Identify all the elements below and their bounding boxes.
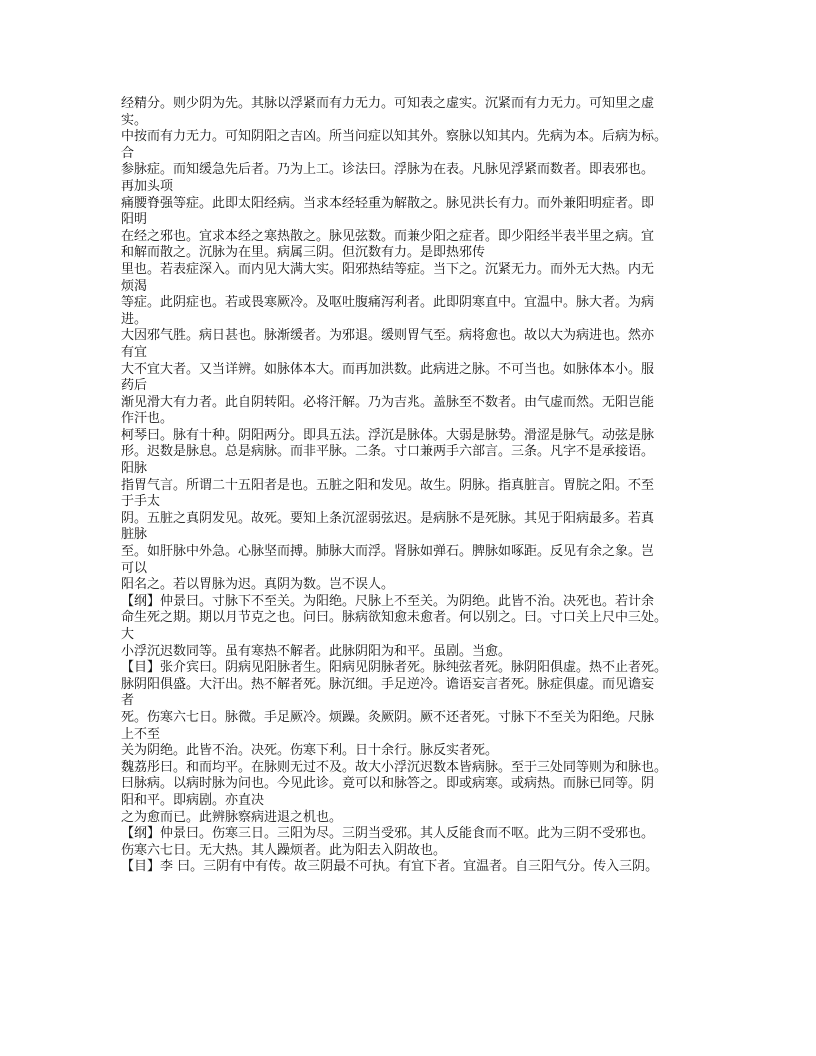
text-line: 形。迟数是脉息。总是病脉。而非平脉。二条。寸口兼两手六部言。三条。凡字不是承接语。 — [121, 444, 655, 460]
text-line: 【目】张介宾曰。阴病见阳脉者生。阳病见阴脉者死。脉纯弦者死。脉阴阳俱虚。热不止者死。 — [121, 660, 668, 676]
text-line: 合 — [121, 145, 135, 161]
text-line: 大因邪气胜。病日甚也。脉渐缓者。为邪退。缓则胃气至。病将愈也。故以大为病进也。然亦 — [121, 328, 655, 344]
text-line: 阴。五脏之真阴发见。故死。要知上条沉涩弱弦迟。是病脉不是死脉。其见于阳病最多。若真 — [121, 510, 655, 526]
text-line: 者 — [121, 693, 135, 709]
text-line: 之为愈而已。此辨脉察病进退之机也。 — [121, 809, 343, 825]
text-line: 烦渴 — [121, 278, 148, 294]
text-line: 参脉症。而知缓急先后者。乃为上工。诊法曰。浮脉为在表。凡脉见浮紧而数者。即表邪也。 — [121, 162, 655, 178]
text-line: 【目】李 曰。三阴有中有传。故三阴最不可执。有宜下者。宜温者。自三阳气分。传入三阴。 — [121, 859, 659, 875]
text-line: 小浮沉迟数同等。虽有寒热不解者。此脉阴阳为和平。虽剧。当愈。 — [121, 643, 512, 659]
text-line: 大不宜大者。又当详辨。如脉体本大。而再加洪数。此病进之脉。不可当也。如脉体本小。服 — [121, 361, 655, 377]
text-line: 脏脉 — [121, 527, 148, 543]
text-line: 可以 — [121, 560, 148, 576]
text-line: 阳脉 — [121, 461, 148, 477]
text-line: 【纲】仲景曰。寸脉下不至关。为阳绝。尺脉上不至关。为阴绝。此皆不治。决死也。若计余 — [121, 593, 655, 609]
text-line: 魏荔彤曰。和而均平。在脉则无过不及。故大小浮沉迟数本皆病脉。至于三处同等则为和脉也。 — [121, 759, 668, 775]
text-line: 大 — [121, 627, 135, 642]
text-line: 和解而散之。沉脉为在里。病属三阴。但沉数有力。是即热邪传 — [121, 245, 486, 261]
text-line: 死。伤寒六七日。脉微。手足厥冷。烦躁。灸厥阴。厥不还者死。寸脉下不至关为阳绝。尺脉 — [121, 709, 655, 725]
document-page — [121, 96, 701, 876]
text-line: 药后 — [121, 378, 148, 394]
text-line: 上不至 — [121, 726, 161, 742]
text-line: 阳明 — [121, 212, 148, 228]
text-line: 关为阴绝。此皆不治。决死。伤寒下利。日十余行。脉反实者死。 — [121, 743, 499, 759]
text-line: 至。如肝脉中外急。心脉坚而搏。肺脉大而浮。肾脉如弹石。脾脉如啄距。反见有余之象。岂 — [121, 544, 655, 560]
text-line: 指胃气言。所谓二十五阳者是也。五脏之阳和发见。故生。阴脉。指真脏言。胃脘之阳。不至 — [121, 477, 655, 493]
text-line: 等症。此阴症也。若或畏寒厥冷。及呕吐腹痛泻利者。此即阴寒直中。宜温中。脉大者。为病 — [121, 295, 655, 311]
text-line: 中按而有力无力。可知阴阳之吉凶。所当问症以知其外。察脉以知其内。先病为本。后病为标。 — [121, 129, 668, 145]
text-line: 伤寒六七日。无大热。其人躁烦者。此为阳去入阴故也。 — [121, 842, 447, 858]
text-line: 再加头项 — [121, 178, 174, 194]
text-line: 在经之邪也。宜求本经之寒热散之。脉见弦数。而兼少阳之症者。即少阳经半表半里之病。宜 — [121, 228, 655, 244]
text-line: 命生死之期。期以月节克之也。问曰。脉病欲知愈未愈者。何以别之。曰。寸口关上尺中三处。 — [121, 610, 668, 626]
text-line: 于手太 — [121, 494, 161, 510]
text-line: 实。 — [121, 112, 148, 128]
text-line: 痛腰脊强等症。此即太阳经病。当求本经轻重为解散之。脉见洪长有力。而外兼阳明症者。即 — [121, 195, 655, 211]
text-line: 里也。若表症深入。而内见大满大实。阳邪热结等症。当下之。沉紧无力。而外无大热。内无 — [121, 261, 655, 277]
text-line: 进。 — [121, 311, 148, 327]
text-line: 柯琴曰。脉有十种。阴阳两分。即具五法。浮沉是脉体。大弱是脉势。滑涩是脉气。动弦是脉 — [121, 427, 655, 443]
text-line: 阳和平。即病剧。亦直决 — [121, 792, 265, 808]
text-line: 作汗也。 — [121, 411, 174, 427]
text-line: 经精分。则少阴为先。其脉以浮紧而有力无力。可知表之虚实。沉紧而有力无力。可知里之虚 — [121, 96, 655, 111]
text-line: 曰脉病。以病时脉为问也。今见此诊。竟可以和脉答之。即或病寒。或病热。而脉已同等。阴 — [121, 776, 655, 792]
text-line: 有宜 — [121, 344, 148, 360]
text-line: 渐见滑大有力者。此自阴转阳。必将汗解。乃为吉兆。盖脉至不数者。由气虚而然。无阳岂能 — [121, 394, 655, 410]
text-line: 【纲】仲景曰。伤寒三日。三阳为尽。三阴当受邪。其人反能食而不呕。此为三阴不受邪也。 — [121, 826, 655, 842]
text-line: 阳名之。若以胃脉为迟。真阴为数。岂不误人。 — [121, 577, 395, 593]
text-line: 脉阴阳俱盛。大汗出。热不解者死。脉沉细。手足逆冷。谵语妄言者死。脉症俱虚。而见谵妄 — [121, 676, 655, 692]
